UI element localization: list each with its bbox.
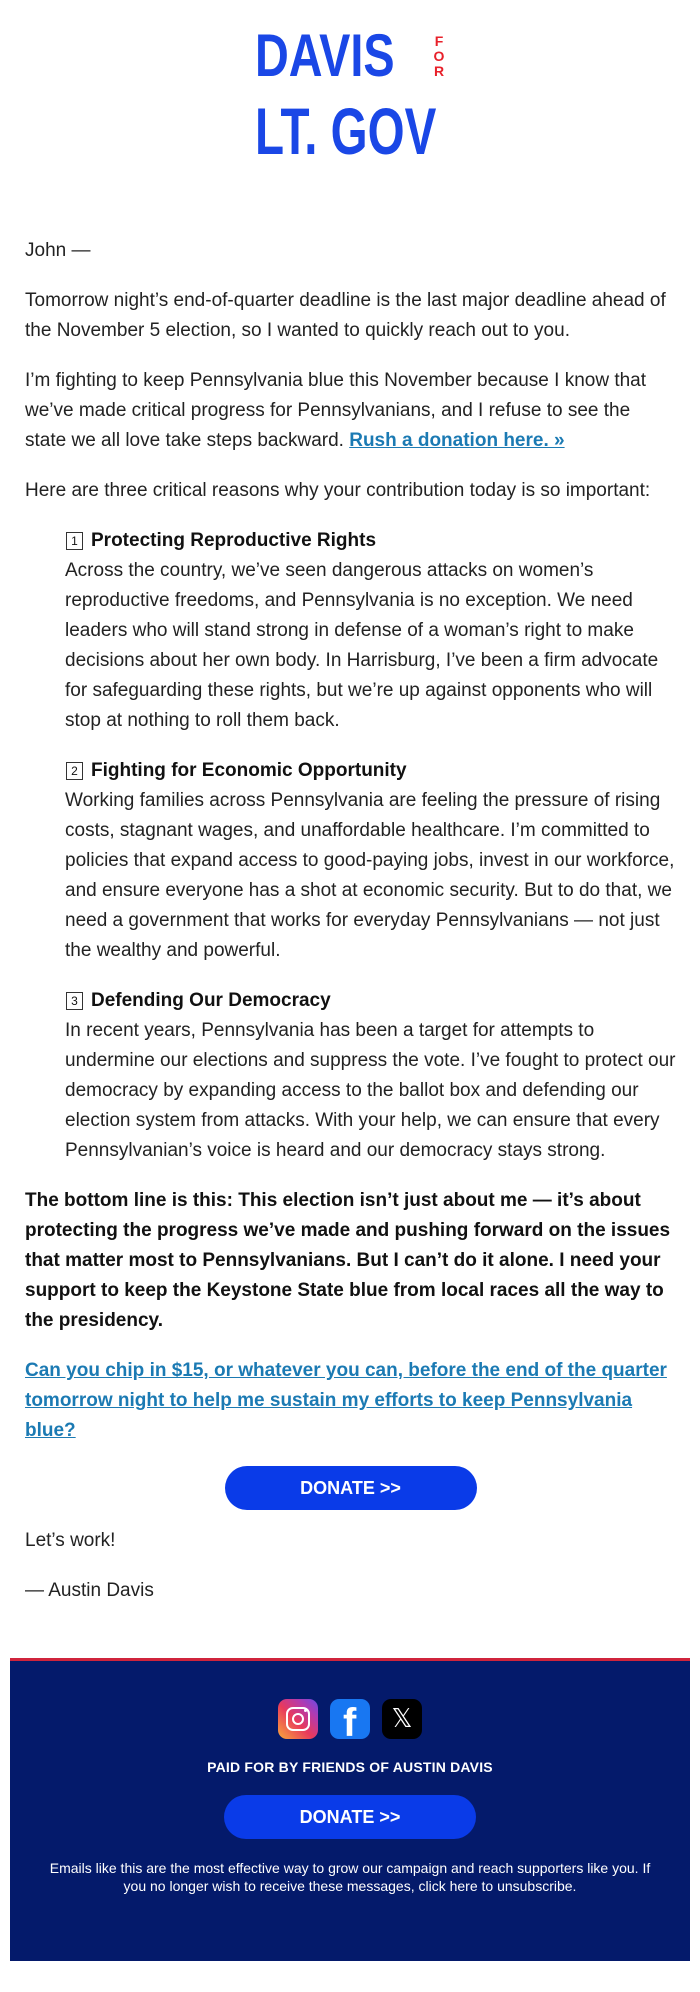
reason-heading: [65, 986, 676, 1016]
instagram-lens-shape: [292, 1713, 304, 1725]
paragraph-reasons-intro: Here are three critical reasons why your contribution today is so important:: [25, 480, 651, 501]
logo-for-letter: O: [433, 48, 445, 64]
facebook-f-glyph: f: [343, 1701, 357, 1739]
donate-button-wrap: [25, 1466, 676, 1510]
logo-lt-gov: LT. GOV: [255, 94, 437, 168]
reason-heading: [65, 756, 676, 786]
paragraph-chip-in: [25, 1356, 676, 1446]
keycap-number-icon: 1: [66, 532, 83, 550]
reason-item: [65, 756, 676, 966]
email-container: [10, 0, 690, 1961]
footer-donate-wrap: [10, 1795, 690, 1839]
reason-item: [65, 986, 676, 1166]
reason-title: Defending Our Democracy: [91, 990, 331, 1011]
x-icon[interactable]: 𝕏: [382, 1699, 422, 1739]
instagram-icon[interactable]: [278, 1699, 318, 1739]
paid-for-disclaimer: PAID FOR BY FRIENDS OF AUSTIN DAVIS: [207, 1759, 493, 1775]
logo-for-letter: F: [434, 33, 444, 49]
keycap-number-icon: 3: [66, 992, 83, 1010]
rush-donation-link[interactable]: Rush a donation here. »: [349, 430, 565, 451]
logo-for-letter: R: [433, 63, 445, 79]
reason-heading: [65, 526, 676, 556]
paragraph-deadline: Tomorrow night’s end-of-quarter deadline is the last major deadline ahead of the November 5 election, so I wanted to quickly reach out to you.: [25, 290, 666, 341]
closing-line: Let’s work!: [25, 1530, 116, 1551]
reasons-list: [25, 526, 676, 1166]
email-footer: [10, 1658, 690, 1961]
logo-davis: DAVIS: [255, 22, 395, 89]
paragraph-fighting: [25, 366, 676, 456]
instagram-dot-shape: [304, 1709, 307, 1712]
reason-title: Fighting for Economic Opportunity: [91, 760, 407, 781]
signature: — Austin Davis: [25, 1580, 154, 1601]
reason-text: Across the country, we’ve seen dangerous attacks on women’s reproductive freedoms, and Pennsylvania is no exception. We need leaders who will stand strong in defense of a woman’s right to make decisions about her own body. In Harrisburg, I’ve been a firm advocate for safeguarding these rights, but we’re up against opponents who will stop at nothing to roll them back.: [65, 560, 659, 731]
reason-item: [65, 526, 676, 736]
chip-in-link[interactable]: Can you chip in $15, or whatever you can, before the end of the quarter tomorrow night to help me sustain my efforts to keep Pennsylvania blue?: [25, 1360, 667, 1441]
campaign-logo: [10, 0, 690, 190]
paragraph-fighting-text: I’m fighting to keep Pennsylvania blue this November because I know that we’ve made critical progress for Pennsylvanians, and I refuse to see the state we all love take steps backward.: [25, 370, 647, 451]
salutation: John —: [25, 240, 91, 261]
reason-text: In recent years, Pennsylvania has been a target for attempts to undermine our elections and suppress the vote. I’ve fought to protect our democracy by expanding access to the ballot box and defending our election system from attacks. With your help, we can ensure that every Pennsylvanian’s voice is heard and our democracy stays strong.: [65, 1020, 676, 1161]
facebook-icon[interactable]: [330, 1699, 370, 1739]
social-links: [10, 1661, 690, 1739]
unsubscribe-text[interactable]: Emails like this are the most effective way to grow our campaign and reach supporters like you. If you no longer wish to receive these messages, click here to unsubscribe.: [49, 1860, 651, 1894]
donate-button[interactable]: DONATE >>: [225, 1466, 477, 1510]
footer-donate-button[interactable]: DONATE >>: [224, 1795, 476, 1839]
email-body: [10, 236, 690, 1606]
reason-title: Protecting Reproductive Rights: [91, 530, 377, 551]
reason-text: Working families across Pennsylvania are feeling the pressure of rising costs, stagnant wages, and unaffordable healthcare. I’m committed to policies that expand access to good-paying jobs, invest in our workforce, and ensure everyone has a shot at economic security. But to do that, we need a government that works for everyday Pennsylvanians — not just the wealthy and powerful.: [65, 790, 675, 961]
keycap-number-icon: 2: [66, 762, 83, 780]
logo-for: [432, 34, 446, 79]
paragraph-bottom-line: The bottom line is this: This election isn’t just about me — it’s about protecting the progress we’ve made and pushing forward on the issues that matter most to Pennsylvanians. But I can’t do it alone. I need your support to keep the Keystone State blue from local races all the way to the presidency.: [25, 1190, 671, 1331]
